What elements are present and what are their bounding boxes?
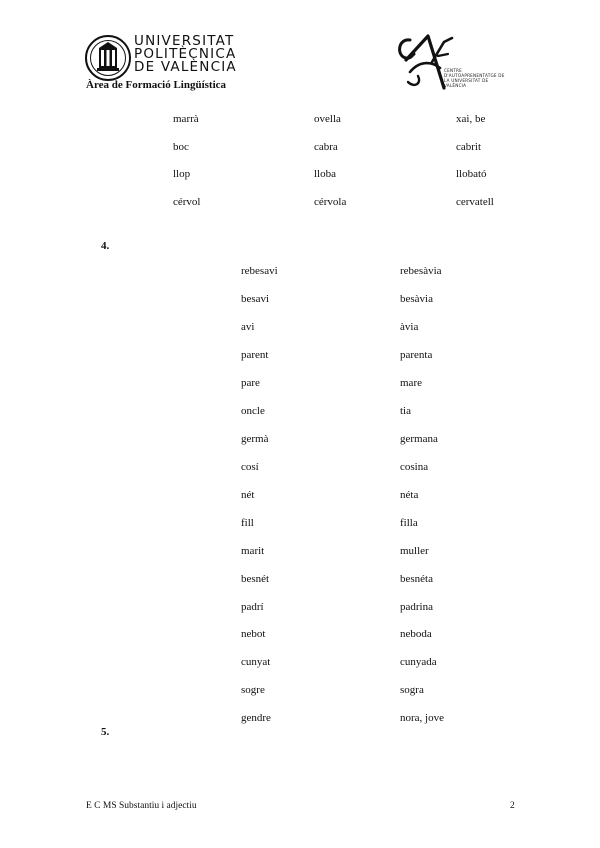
masculine-form: nebot <box>241 628 266 640</box>
masculine-form: besnét <box>241 573 270 585</box>
university-line: POLITÈCNICA <box>134 46 237 62</box>
masculine-form: parent <box>241 349 269 361</box>
feminine-form: mare <box>400 377 422 389</box>
animal-female: ovella <box>314 113 341 125</box>
animal-female: lloba <box>314 168 336 180</box>
feminine-form: filla <box>400 517 418 529</box>
masculine-form: nét <box>241 489 255 501</box>
masculine-form: rebesavi <box>241 265 278 277</box>
feminine-form: besnéta <box>400 573 433 585</box>
masculine-form: cosí <box>241 461 259 473</box>
feminine-form: rebesàvia <box>400 265 442 277</box>
feminine-form: cosina <box>400 461 429 473</box>
feminine-form: néta <box>400 489 419 501</box>
caf-subtitle <box>444 68 505 88</box>
feminine-form: parenta <box>400 349 433 361</box>
caf-subtitle-line: CENTRE <box>444 68 463 73</box>
feminine-form: àvia <box>400 321 419 333</box>
caf-subtitle-line: D'AUTOAPRENENTATGE DE <box>444 73 505 78</box>
masculine-form: avi <box>241 321 255 333</box>
university-line: DE VALÈNCIA <box>134 59 237 75</box>
masculine-form: fill <box>241 517 254 529</box>
section-number: 4. <box>101 240 110 252</box>
animal-young: xai, be <box>456 113 486 125</box>
masculine-form: pare <box>241 377 260 389</box>
feminine-form: besàvia <box>400 293 433 305</box>
page-number: 2 <box>510 801 515 811</box>
footer-text: E C MS Substantiu i adjectiu <box>86 801 197 811</box>
feminine-form: sogra <box>400 684 424 696</box>
feminine-form: cunyada <box>400 656 437 668</box>
feminine-form: neboda <box>400 628 432 640</box>
section-number: 5. <box>101 726 110 738</box>
masculine-form: cunyat <box>241 656 271 668</box>
animal-male: marrà <box>173 113 199 125</box>
masculine-form: marit <box>241 545 265 557</box>
feminine-form: tia <box>400 405 411 417</box>
animal-young: cabrit <box>456 141 482 153</box>
animal-young: cervatell <box>456 196 494 208</box>
masculine-form: besavi <box>241 293 270 305</box>
animal-male: cérvol <box>173 196 201 208</box>
masculine-form: sogre <box>241 684 265 696</box>
university-line: UNIVERSITAT <box>134 33 235 49</box>
university-seal-icon <box>84 34 132 82</box>
page-header <box>0 0 600 100</box>
feminine-form: germana <box>400 433 438 445</box>
caf-subtitle-line: LA UNIVERSITAT DE <box>444 78 489 83</box>
animal-young: llobató <box>456 168 487 180</box>
caf-subtitle-line: VALÈNCIA <box>444 83 467 88</box>
feminine-form: padrina <box>400 601 433 613</box>
university-name <box>134 35 237 74</box>
masculine-form: gendre <box>241 712 271 724</box>
animal-male: boc <box>173 141 189 153</box>
animal-female: cérvola <box>314 196 347 208</box>
masculine-form: germà <box>241 433 269 445</box>
animal-male: llop <box>173 168 191 180</box>
masculine-form: oncle <box>241 405 265 417</box>
animal-female: cabra <box>314 141 338 153</box>
area-title: Àrea de Formació Lingüística <box>86 79 227 91</box>
feminine-form: nora, jove <box>400 712 444 724</box>
feminine-form: muller <box>400 545 429 557</box>
masculine-form: padrí <box>241 601 264 613</box>
